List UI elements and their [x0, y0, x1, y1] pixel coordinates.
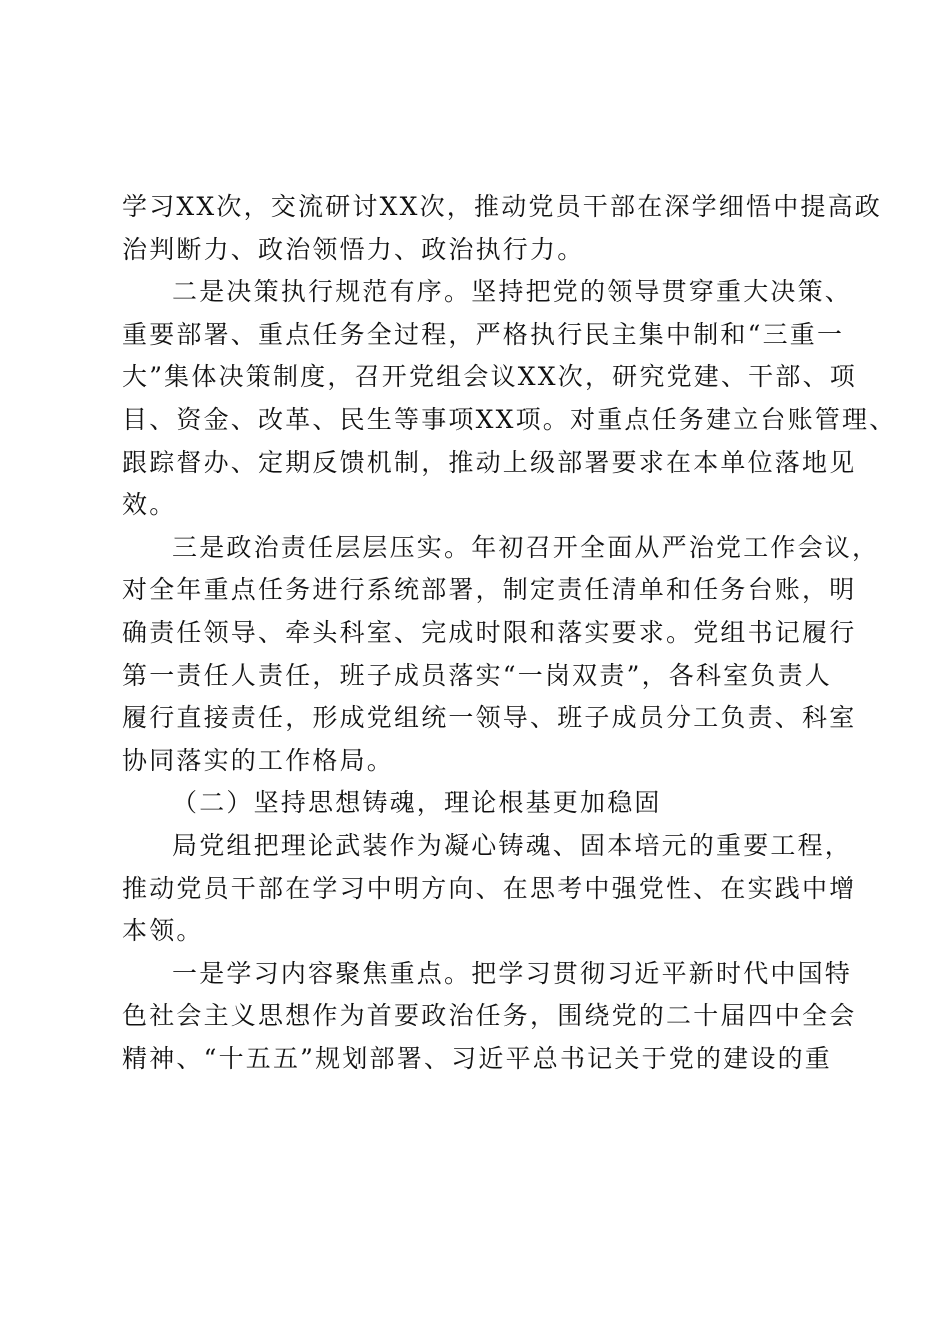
paragraph-study-focus [122, 953, 853, 996]
text-line: 大”集体决策制度，召开党组会议XX次，研究党建、干部、项 [122, 362, 857, 392]
text-line: 推动党员干部在学习中明方向、在思考中强党性、在实践中增 [122, 873, 857, 903]
text-line: 协同落实的工作格局。 [122, 745, 395, 775]
section-heading-text: （二）坚持思想铸魂，理论根基更加稳固 [172, 788, 662, 818]
text-line: 履行直接责任，形成党组统一领导、班子成员分工负责、科室 [122, 703, 857, 733]
paragraph-political-responsibility [122, 527, 880, 570]
paragraph-theory-intro-body [122, 868, 857, 953]
section-heading [122, 782, 834, 825]
text-line: 局党组把理论武装作为凝心铸魂、固本培元的重要工程， [172, 830, 853, 860]
text-line: 精神、“十五五”规划部署、习近平总书记关于党的建设的重 [122, 1043, 832, 1073]
text-line: 第一责任人责任，班子成员落实“一岗双责”，各科室负责人 [122, 660, 832, 690]
text-line: 三是政治责任层层压实。年初召开全面从严治党工作会议， [172, 532, 880, 562]
text-line: 重要部署、重点任务全过程，严格执行民主集中制和“三重一 [122, 319, 845, 349]
paragraph-decision-execution-body [122, 314, 897, 527]
paragraph-continuation [122, 186, 882, 271]
text-line: 目、资金、改革、民生等事项XX项。对重点任务建立台账管理、 [122, 404, 897, 434]
document-body [122, 186, 897, 1080]
text-line: 色社会主义思想作为首要政治任务，围绕党的二十届四中全会 [122, 1001, 857, 1031]
text-line: 二是决策执行规范有序。坚持把党的领导贯穿重大决策、 [172, 277, 853, 307]
text-line: 本领。 [122, 916, 204, 946]
text-line: 确责任领导、牵头科室、完成时限和落实要求。党组书记履行 [122, 617, 857, 647]
text-line: 对全年重点任务进行系统部署，制定责任清单和任务台账，明 [122, 575, 857, 605]
paragraph-decision-execution [122, 271, 853, 314]
text-line: 跟踪督办、定期反馈机制，推动上级部署要求在本单位落地见 [122, 447, 857, 477]
text-line: 效。 [122, 490, 177, 520]
paragraph-theory-intro [122, 825, 853, 868]
text-line: 治判断力、政治领悟力、政治执行力。 [122, 234, 585, 264]
paragraph-study-focus-body [122, 995, 857, 1080]
text-line: 一是学习内容聚焦重点。把学习贯彻习近平新时代中国特 [172, 958, 853, 988]
paragraph-political-responsibility-body [122, 569, 857, 782]
text-line: 学习XX次，交流研讨XX次，推动党员干部在深学细悟中提高政 [122, 192, 882, 221]
